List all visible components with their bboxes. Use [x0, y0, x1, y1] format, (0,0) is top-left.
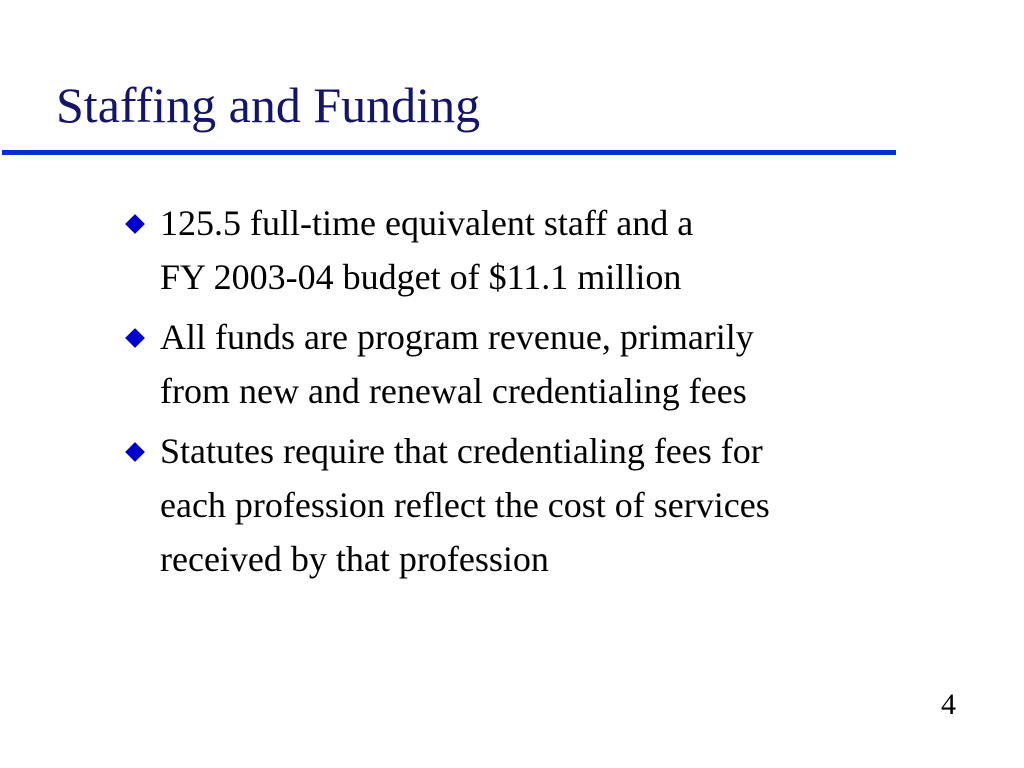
- bullet-line: received by that profession: [160, 539, 549, 579]
- bullet-line: FY 2003-04 budget of $11.1 million: [160, 257, 682, 297]
- diamond-icon: [125, 328, 145, 348]
- diamond-icon: [125, 442, 145, 462]
- slide-title: Staffing and Funding: [56, 77, 481, 133]
- bullet-item: [124, 196, 964, 304]
- bullet-line: each profession reflect the cost of services: [160, 485, 770, 525]
- bullet-line: from new and renewal credentialing fees: [160, 371, 747, 411]
- bullet-line: All funds are program revenue, primarily: [160, 317, 754, 357]
- bullet-item: [124, 310, 964, 418]
- bullet-item: [124, 424, 964, 586]
- bullet-line: Statutes require that credentialing fees for: [160, 431, 763, 471]
- diamond-icon: [125, 214, 145, 234]
- slide-number: 4: [941, 688, 956, 721]
- bullet-list: [124, 196, 964, 592]
- title-underline-rule: [2, 150, 896, 155]
- bullet-line: 125.5 full-time equivalent staff and a: [160, 203, 694, 243]
